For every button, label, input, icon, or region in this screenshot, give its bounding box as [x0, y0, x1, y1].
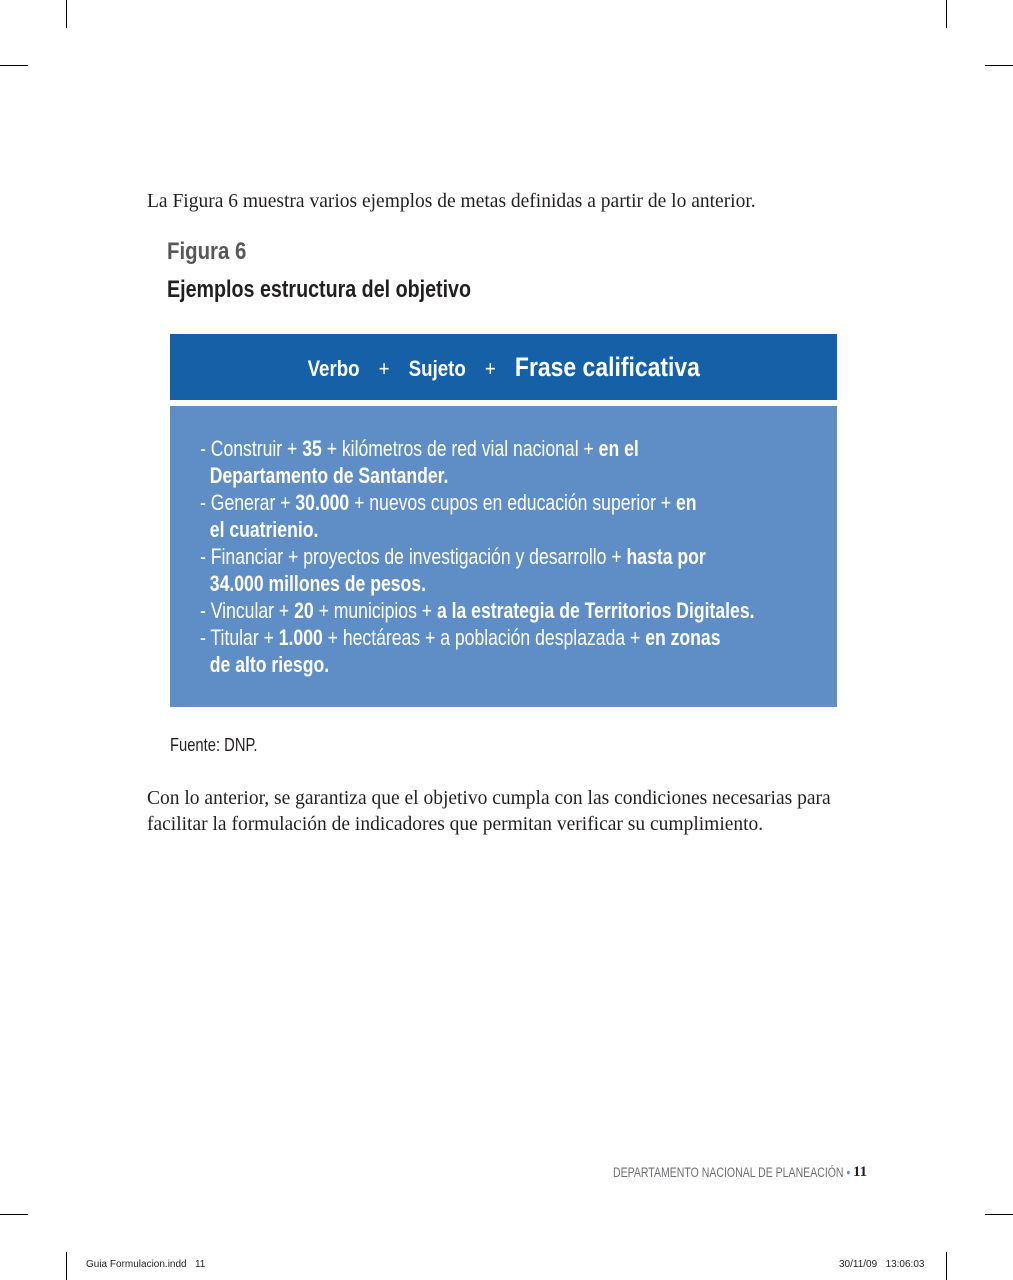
example-segment: - Vincular +	[200, 598, 295, 623]
figure-header-bar	[170, 334, 837, 400]
crop-mark	[946, 1252, 947, 1280]
example-line	[200, 624, 721, 651]
header-subject: Sujeto	[408, 355, 466, 381]
example-segment: - Construir +	[200, 436, 303, 461]
example-bold-segment: hasta por	[626, 544, 706, 569]
crop-mark	[0, 65, 28, 66]
example-bold-segment: 20	[294, 598, 314, 623]
slug-timestamp: 30/11/09 13:06:03	[839, 1259, 925, 1270]
example-segment: + hectáreas + a población desplazada +	[322, 625, 646, 650]
figure-title-text: Ejemplos estructura del objetivo	[167, 276, 472, 303]
figure-title	[167, 276, 538, 304]
figure-number	[167, 238, 260, 266]
crop-mark	[946, 0, 947, 28]
figure-source: Fuente: DNP.	[170, 735, 258, 755]
crop-mark	[985, 1214, 1013, 1215]
example-bold-segment: en zonas	[645, 625, 721, 650]
example-bold-segment: en	[676, 490, 697, 515]
example-line	[200, 543, 706, 570]
example-bold-segment: en el	[598, 436, 639, 461]
example-bold-segment: Departamento de Santander.	[200, 463, 449, 488]
example-bold-segment: 30.000	[295, 490, 350, 515]
footer-org	[613, 1165, 850, 1180]
example-segment: + nuevos cupos en educación superior +	[349, 490, 677, 515]
header-plus: +	[378, 355, 390, 381]
example-line	[200, 489, 697, 516]
example-bold-segment: el cuatrienio.	[200, 517, 319, 542]
slug-file: Guia Formulacion.indd 11	[86, 1259, 206, 1270]
conclusion-line: facilitar la formulación de indicadores que permitan verificar su cumplimiento.	[147, 814, 764, 835]
header-verb: Verbo	[307, 355, 360, 381]
example-segment: - Titular +	[200, 625, 279, 650]
example-bold-segment: de alto riesgo.	[200, 652, 330, 677]
example-bold-segment: 1.000	[278, 625, 323, 650]
footer-org-text: DEPARTAMENTO NACIONAL DE PLANEACIÓN	[613, 1165, 844, 1180]
example-line	[200, 597, 755, 624]
footer-bullet: •	[846, 1165, 851, 1180]
crop-mark	[0, 1214, 28, 1215]
crop-mark	[66, 0, 67, 28]
example-line	[200, 570, 426, 597]
example-segment: + kilómetros de red vial nacional +	[321, 436, 599, 461]
header-phrase: Frase calificativa	[514, 351, 700, 382]
example-bold-segment: 34.000 millones de pesos.	[200, 571, 426, 596]
example-segment: - Financiar + proyectos de investigación y desarrollo +	[200, 544, 627, 569]
intro-paragraph: La Figura 6 muestra varios ejemplos de metas definidas a partir de lo anterior.	[147, 191, 756, 212]
examples-box	[170, 406, 837, 707]
crop-mark	[985, 65, 1013, 66]
example-line	[200, 516, 318, 543]
example-line	[200, 651, 329, 678]
example-line	[200, 462, 448, 489]
figure-number-text: Figura 6	[167, 238, 247, 265]
example-bold-segment: a la estrategia de Territorios Digitales.	[436, 598, 755, 623]
page-number: 11	[853, 1164, 868, 1180]
example-bold-segment: 35	[302, 436, 322, 461]
example-segment: + municipios +	[313, 598, 437, 623]
header-plus: +	[484, 355, 496, 381]
crop-mark	[66, 1252, 67, 1280]
conclusion-line: Con lo anterior, se garantiza que el objetivo cumpla con las condiciones necesarias para	[147, 788, 831, 809]
example-line	[200, 435, 639, 462]
example-segment: - Generar +	[200, 490, 296, 515]
